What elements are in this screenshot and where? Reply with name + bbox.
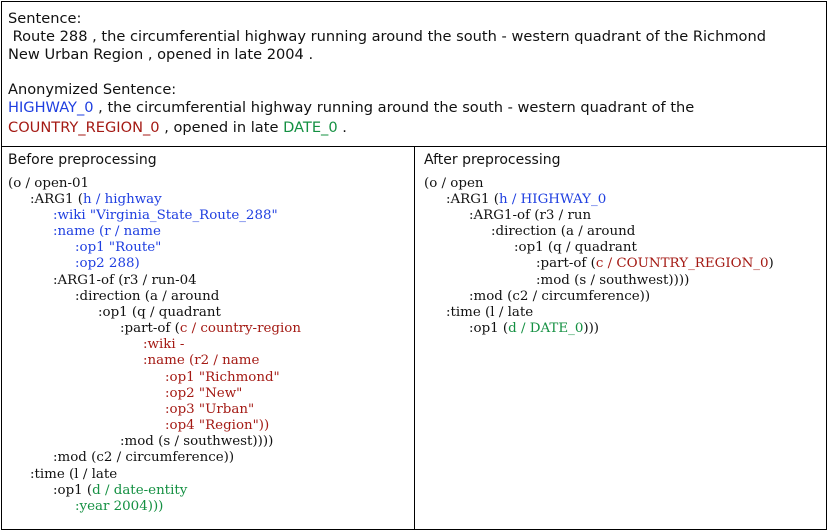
amr-role: :ARG1 ( [30,192,83,207]
amr-paren: ))) [583,321,600,336]
amr-line: :name (r / name [53,224,161,239]
highway-placeholder: HIGHWAY_0 [8,99,94,116]
amr-concept: c / COUNTRY_REGION_0 [595,256,769,271]
anonymized-label: Anonymized Sentence: [8,81,177,98]
comparison-figure [1,1,827,530]
date-placeholder: DATE_0 [283,119,338,136]
amr-line: :op1 "Richmond" [165,370,280,385]
amr-role: :op1 ( [469,321,509,336]
amr-line: :direction (a / around [75,289,220,304]
amr-concept: h / highway [82,192,162,207]
anonymized-line-2-text: , opened in late [159,119,284,136]
amr-line [75,499,163,515]
amr-line [469,321,599,337]
amr-paren: ) [768,256,774,271]
amr-concept: h / HIGHWAY_0 [498,192,607,207]
amr-line [446,192,606,208]
amr-line: (o / open [424,176,484,191]
before-heading: Before preprocessing [8,152,157,168]
amr-line: :mod (c2 / circumference)) [469,289,651,304]
amr-line: :ARG1-of (r3 / run-04 [53,273,197,288]
amr-line: (o / open-01 [8,176,90,191]
amr-line: :op1 (q / quadrant [98,305,221,320]
sentence-line-2: New Urban Region , opened in late 2004 . [8,46,314,63]
amr-line: :op2 "New" [165,386,243,401]
anonymized-line-2 [8,119,347,136]
sentence-label: Sentence: [8,10,82,27]
before-preprocessing-panel [2,147,415,529]
amr-line: :name (r2 / name [143,353,260,368]
sentence-panel [2,2,826,147]
amr-concept: c / country-region [179,321,301,336]
amr-line [53,483,187,499]
sentence-line-1: Route 288 , the circumferential highway running around the south - western quadrant of the Richmond [8,28,766,45]
amr-line [30,192,162,208]
amr-line: :op2 288) [75,256,140,271]
amr-line [120,321,301,337]
amr-line [536,256,774,272]
amr-line: :wiki - [143,337,185,352]
amr-role: :op1 ( [53,483,93,498]
amr-line: :op1 "Route" [75,240,162,255]
amr-concept: d / DATE_0 [508,321,584,336]
amr-concept: d / date-entity [92,483,188,498]
amr-role: :ARG1 ( [446,192,499,207]
amr-concept: :year 2004))) [75,499,164,514]
amr-line: :mod (s / southwest)))) [120,434,274,449]
after-heading: After preprocessing [424,152,561,168]
amr-role: :part-of ( [120,321,180,336]
amr-line: :op4 "Region")) [165,418,270,433]
anonymized-line-2-end: . [337,119,347,136]
anonymized-line-1-text: , the circumferential highway running around the south - western quadrant of the [93,99,695,116]
amr-role: :part-of ( [536,256,596,271]
amr-line: :wiki "Virginia_State_Route_288" [53,208,278,223]
amr-line: :time (l / late [446,305,534,320]
amr-line: :mod (s / southwest)))) [536,273,690,288]
amr-line: :time (l / late [30,467,118,482]
amr-line: :op3 "Urban" [165,402,255,417]
amr-line: :direction (a / around [491,224,636,239]
amr-line: :mod (c2 / circumference)) [53,450,235,465]
anonymized-line-1 [8,99,694,116]
after-preprocessing-panel [415,147,826,529]
amr-line: :ARG1-of (r3 / run [469,208,592,223]
country-placeholder: COUNTRY_REGION_0 [8,119,160,136]
amr-line: :op1 (q / quadrant [514,240,637,255]
